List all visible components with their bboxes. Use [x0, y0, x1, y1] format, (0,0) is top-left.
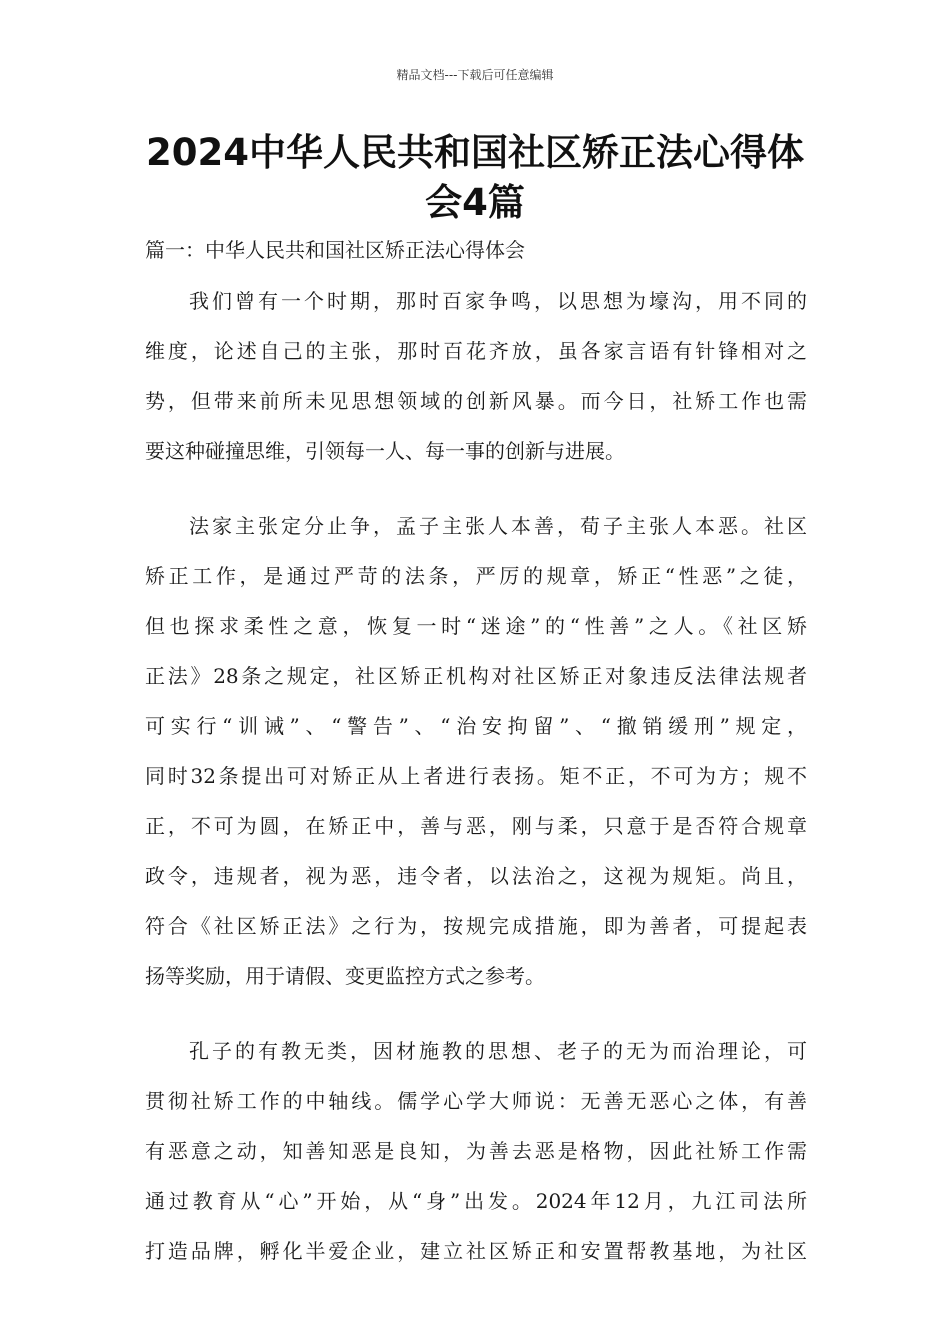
- paragraph-line: 但也探求柔性之意，恢复一时“迷途”的“性善”之人。《社区矫: [145, 614, 807, 638]
- paragraph-line: 可实行“训诫”、“警告”、“治安拘留”、“撤销缓刑”规定，: [145, 714, 807, 738]
- paragraph-line: 同时32条提出可对矫正从上者进行表扬。矩不正，不可为方；规不: [145, 764, 807, 788]
- paragraph-line: 扬等奖励，用于请假、变更监控方式之参考。: [145, 964, 545, 988]
- paragraph-line: 维度，论述自己的主张，那时百花齐放，虽各家言语有针锋相对之: [145, 339, 807, 363]
- paragraph-3: [145, 1034, 807, 1284]
- paragraph-line: 法家主张定分止争，孟子主张人本善，荀子主张人本恶。社区: [189, 514, 807, 538]
- paragraph-line: 要这种碰撞思维，引领每一人、每一事的创新与进展。: [145, 439, 625, 463]
- body-text: [145, 284, 807, 1309]
- paragraph-line: 势，但带来前所未见思想领域的创新风暴。而今日，社矫工作也需: [145, 389, 807, 413]
- title-line-1: 2024中华人民共和国社区矫正法心得体: [146, 131, 804, 174]
- paragraph-2: [145, 509, 807, 1009]
- paragraph-line: 通过教育从“心”开始，从“身”出发。2024年12月，九江司法所: [145, 1189, 807, 1213]
- paragraph-line: 我们曾有一个时期，那时百家争鸣，以思想为壕沟，用不同的: [189, 289, 807, 313]
- paragraph-line: 正法》28条之规定，社区矫正机构对社区矫正对象违反法律法规者: [145, 664, 807, 688]
- paragraph-line: 有恶意之动，知善知恶是良知，为善去恶是格物，因此社矫工作需: [145, 1139, 807, 1163]
- section-heading: 篇一：中华人民共和国社区矫正法心得体会: [145, 238, 525, 262]
- paragraph-line: 孔子的有教无类，因材施教的思想、老子的无为而治理论，可: [189, 1039, 807, 1063]
- paragraph-line: 符合《社区矫正法》之行为，按规完成措施，即为善者，可提起表: [145, 914, 807, 938]
- header-note: 精品文档---下载后可任意编辑: [396, 68, 554, 82]
- paragraph-line: 政令，违规者，视为恶，违令者，以法治之，这视为规矩。尚且，: [145, 864, 807, 888]
- paragraph-1: [145, 284, 807, 484]
- document-title: [145, 128, 805, 228]
- paragraph-line: 正，不可为圆，在矫正中，善与恶，刚与柔，只意于是否符合规章: [145, 814, 807, 838]
- paragraph-line: 打造品牌，孵化半爱企业，建立社区矫正和安置帮教基地，为社区: [145, 1239, 807, 1263]
- paragraph-line: 贯彻社矫工作的中轴线。儒学心学大师说：无善无恶心之体，有善: [145, 1089, 807, 1113]
- title-line-2: 会4篇: [425, 181, 525, 224]
- paragraph-line: 矫正工作，是通过严苛的法条，严厉的规章，矫正“性恶”之徒，: [145, 564, 807, 588]
